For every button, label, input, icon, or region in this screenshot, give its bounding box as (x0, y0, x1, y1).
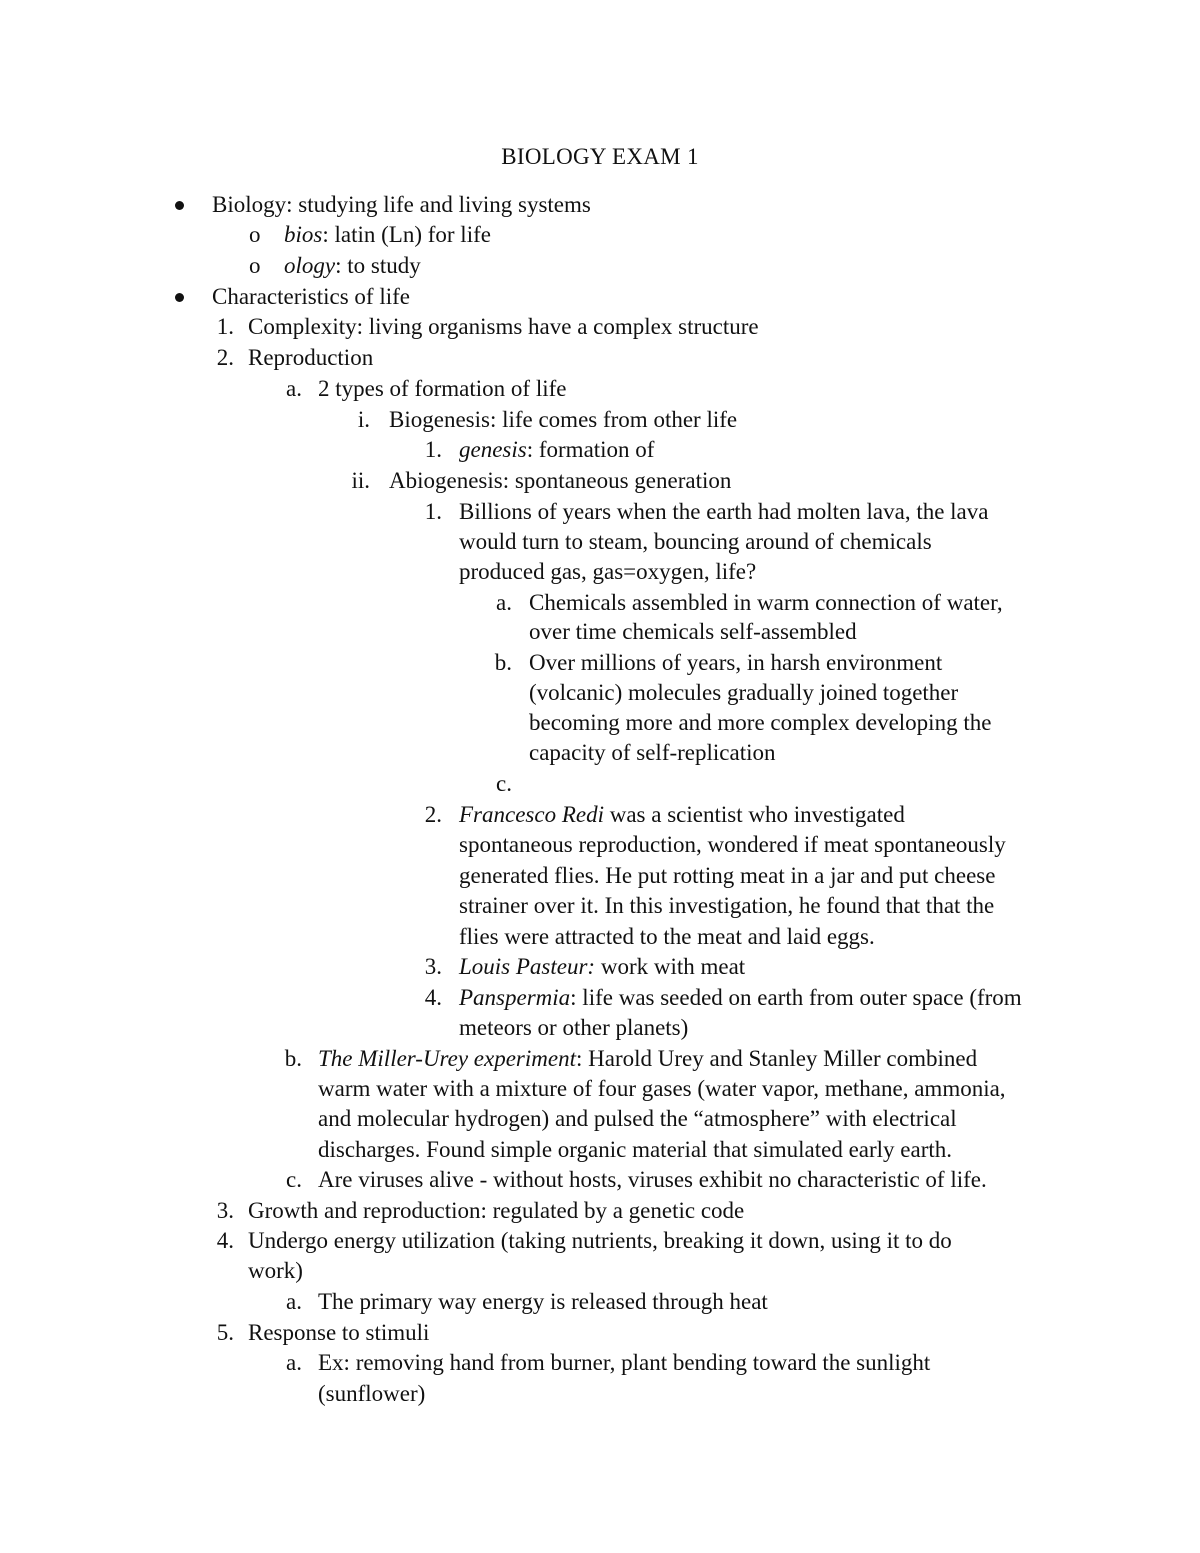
list-marker: i. (357, 407, 370, 432)
term-genesis: genesis (459, 437, 527, 462)
list-marker: a. (286, 1289, 302, 1314)
list-item-reproduction: Reproduction (248, 345, 374, 370)
list-marker: 3. (216, 1198, 234, 1223)
list-marker: c. (286, 1167, 302, 1192)
pasteur-text: work with meat (595, 954, 746, 979)
list-item-energy-heat: The primary way energy is released through heat (318, 1289, 768, 1314)
list-item-viruses: Are viruses alive - without hosts, viruses exhibit no characteristic of life. (318, 1167, 987, 1192)
list-item-stimuli: Response to stimuli (248, 1320, 430, 1345)
list-marker: a. (496, 590, 512, 615)
term-ology: ology (284, 253, 336, 278)
list-marker: 2. (424, 802, 442, 827)
text-line: and molecular hydrogen) and pulsed the “atmosphere” with electrical (318, 1106, 957, 1131)
list-item-complexity: Complexity: living organisms have a complex structure (248, 314, 759, 339)
genesis-definition: : formation of (526, 437, 655, 462)
term-bios: bios (284, 222, 323, 247)
bullet-dot (175, 293, 184, 302)
list-item-panspermia (459, 983, 1022, 1013)
list-marker: 2. (216, 345, 234, 370)
text-line: generated flies. He put rotting meat in a jar and put cheese (459, 863, 996, 888)
bios-definition: : latin (Ln) for life (322, 222, 491, 247)
text-line: would turn to steam, bouncing around of chemicals (459, 529, 932, 554)
text-line: strainer over it. In this investigation, he found that that the (459, 893, 995, 918)
text-line: spontaneous reproduction, wondered if meat spontaneously (459, 832, 1006, 857)
text-line: (volcanic) molecules gradually joined together (529, 680, 959, 705)
list-marker: ii. (351, 468, 370, 493)
list-marker: 3. (424, 954, 442, 979)
outline-item-characteristics: Characteristics of life (212, 284, 410, 309)
list-marker: 4. (216, 1228, 234, 1253)
term-francesco-redi: Francesco Redi (459, 802, 604, 827)
list-marker: b. (284, 1046, 302, 1071)
outline-item-ology (284, 251, 421, 281)
list-marker: c. (496, 771, 512, 796)
text-line: Ex: removing hand from burner, plant bending toward the sunlight (318, 1350, 931, 1375)
list-marker: 1. (216, 314, 234, 339)
sub-bullet-marker: o (249, 253, 261, 278)
text-line: Undergo energy utilization (taking nutrients, breaking it down, using it to do (248, 1228, 952, 1253)
list-marker: 4. (424, 985, 442, 1010)
list-item-two-types: 2 types of formation of life (318, 376, 567, 401)
list-marker: a. (286, 376, 302, 401)
text-line: Billions of years when the earth had molten lava, the lava (459, 499, 989, 524)
text-line: (sunflower) (318, 1381, 426, 1406)
panspermia-text: : life was seeded on earth from outer space (from (570, 985, 1022, 1010)
outline-item-bios (284, 220, 491, 250)
term-panspermia: Panspermia (459, 985, 571, 1010)
list-marker: 5. (216, 1320, 234, 1345)
ology-definition: : to study (335, 253, 421, 278)
text-line: produced gas, gas=oxygen, life? (459, 559, 757, 584)
text-line: discharges. Found simple organic material that simulated early earth. (318, 1137, 953, 1162)
term-miller-urey: The Miller-Urey experiment (318, 1046, 576, 1071)
text-line: meteors or other planets) (459, 1015, 689, 1040)
text-line: Chemicals assembled in warm connection of water, (529, 590, 1003, 615)
outline-item-biology: Biology: studying life and living systems (212, 192, 591, 217)
list-item-redi (459, 800, 905, 830)
text-line: Over millions of years, in harsh environment (529, 650, 943, 675)
list-item-pasteur (459, 952, 745, 982)
text-line: work) (248, 1258, 303, 1283)
list-item-genesis (459, 435, 654, 465)
miller-urey-text: : Harold Urey and Stanley Miller combined (576, 1046, 978, 1071)
text-line: warm water with a mixture of four gases (water vapor, methane, ammonia, (318, 1076, 1006, 1101)
redi-text: was a scientist who investigated (603, 802, 905, 827)
list-marker: 1. (424, 437, 442, 462)
list-marker: a. (286, 1350, 302, 1375)
term-louis-pasteur: Louis Pasteur: (459, 954, 596, 979)
text-line: flies were attracted to the meat and laid eggs. (459, 924, 875, 949)
list-item-growth: Growth and reproduction: regulated by a genetic code (248, 1198, 745, 1223)
list-item-abiogenesis: Abiogenesis: spontaneous generation (389, 468, 732, 493)
page-title: BIOLOGY EXAM 1 (501, 144, 699, 169)
list-item-miller-urey (318, 1044, 977, 1074)
sub-bullet-marker: o (249, 222, 261, 247)
list-item-biogenesis: Biogenesis: life comes from other life (389, 407, 738, 432)
list-marker: b. (494, 650, 512, 675)
text-line: becoming more and more complex developing the (529, 710, 992, 735)
text-line: over time chemicals self-assembled (529, 619, 857, 644)
bullet-dot (175, 201, 184, 210)
text-line: capacity of self-replication (529, 740, 776, 765)
list-marker: 1. (424, 499, 442, 524)
